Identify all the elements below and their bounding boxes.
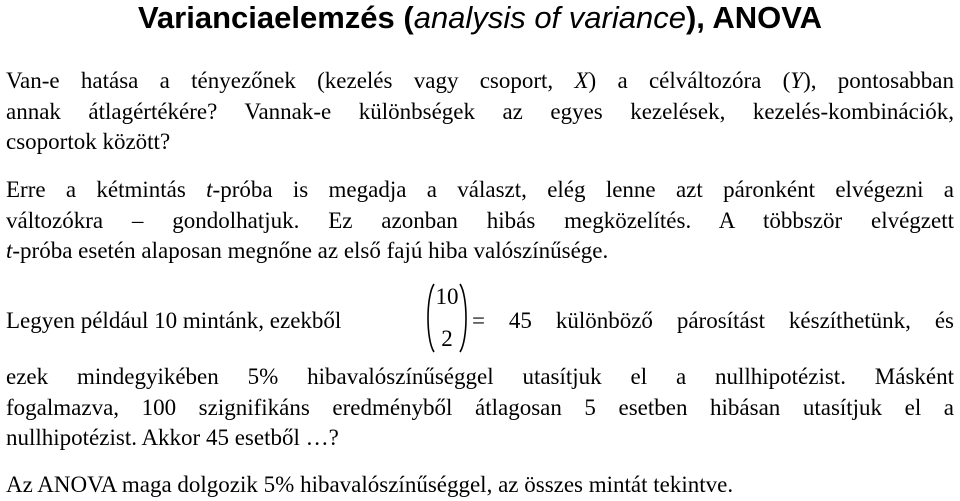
title-italic-part: analysis of variance [413, 0, 686, 35]
paragraph-binomial [6, 282, 954, 354]
paragraph-question-line-3: csoportok között? [6, 129, 171, 154]
variable-y: Y [790, 68, 804, 93]
binomial-n: 10 [435, 284, 459, 309]
paragraph-question [6, 66, 954, 158]
binomial-k: 2 [441, 326, 453, 351]
paragraph-anova [6, 470, 954, 501]
binomial-coefficient [425, 282, 469, 354]
paragraph-error-rate-line-1: ezek mindegyikében 5% hibavalószínűséggel utasítjuk el a nullhipotézist. Másként [6, 364, 954, 389]
text-span: Erre a kétmintás [6, 177, 207, 202]
text-span: Van-e hatása a tényezőnek (kezelés vagy csoport, [6, 68, 575, 93]
variable-t: t [206, 177, 213, 202]
title-part-1: Varianciaelemzés ( [137, 0, 414, 35]
text-span: -próba esetén alaposan megnőne az első fajú hiba valószínűsége. [12, 238, 609, 263]
paragraph-question-line-2: annak átlagértékére? Vannak-e különbségek az egyes kezelések, kezelés-kombinációk, [6, 98, 954, 124]
slide-title [0, 0, 960, 36]
paragraph-t-test-line-1 [6, 175, 954, 206]
variable-x: X [574, 68, 589, 93]
text-span: ), pontosabban [803, 68, 955, 93]
paragraph-question-line-1 [6, 66, 954, 97]
paragraph-error-rate-line-2: fogalmazva, 100 szignifikáns eredményből átlagosan 5 esetben hibásan utasítjuk el a [6, 394, 954, 420]
paragraph-t-test-line-2: változókra – gondolhatjuk. Ez azonban hibás megközelítés. A többször elvégzett [6, 207, 954, 233]
paragraph-t-test [6, 175, 954, 267]
title-part-3: ), ANOVA [685, 0, 823, 35]
paragraph-anova-line-1: Az ANOVA maga dolgozik 5% hibavalószínűséggel, az összes mintát tekintve. [6, 472, 734, 497]
paragraph-error-rate [6, 362, 954, 454]
paragraph-t-test-line-3 [6, 236, 954, 267]
variable-t: t [6, 238, 13, 263]
text-span: -próba is megadja a választ, elég lenne azt páronként elvégezni a [212, 177, 954, 202]
text-span: ) a célváltozóra ( [588, 68, 791, 93]
binomial-text-right: = 45 különböző párosítást készíthetünk, és [472, 308, 954, 333]
paragraph-error-rate-line-3: nullhipotézist. Akkor 45 esetből …? [6, 425, 339, 450]
binomial-text-left: Legyen például 10 mintánk, ezekből [6, 308, 342, 333]
